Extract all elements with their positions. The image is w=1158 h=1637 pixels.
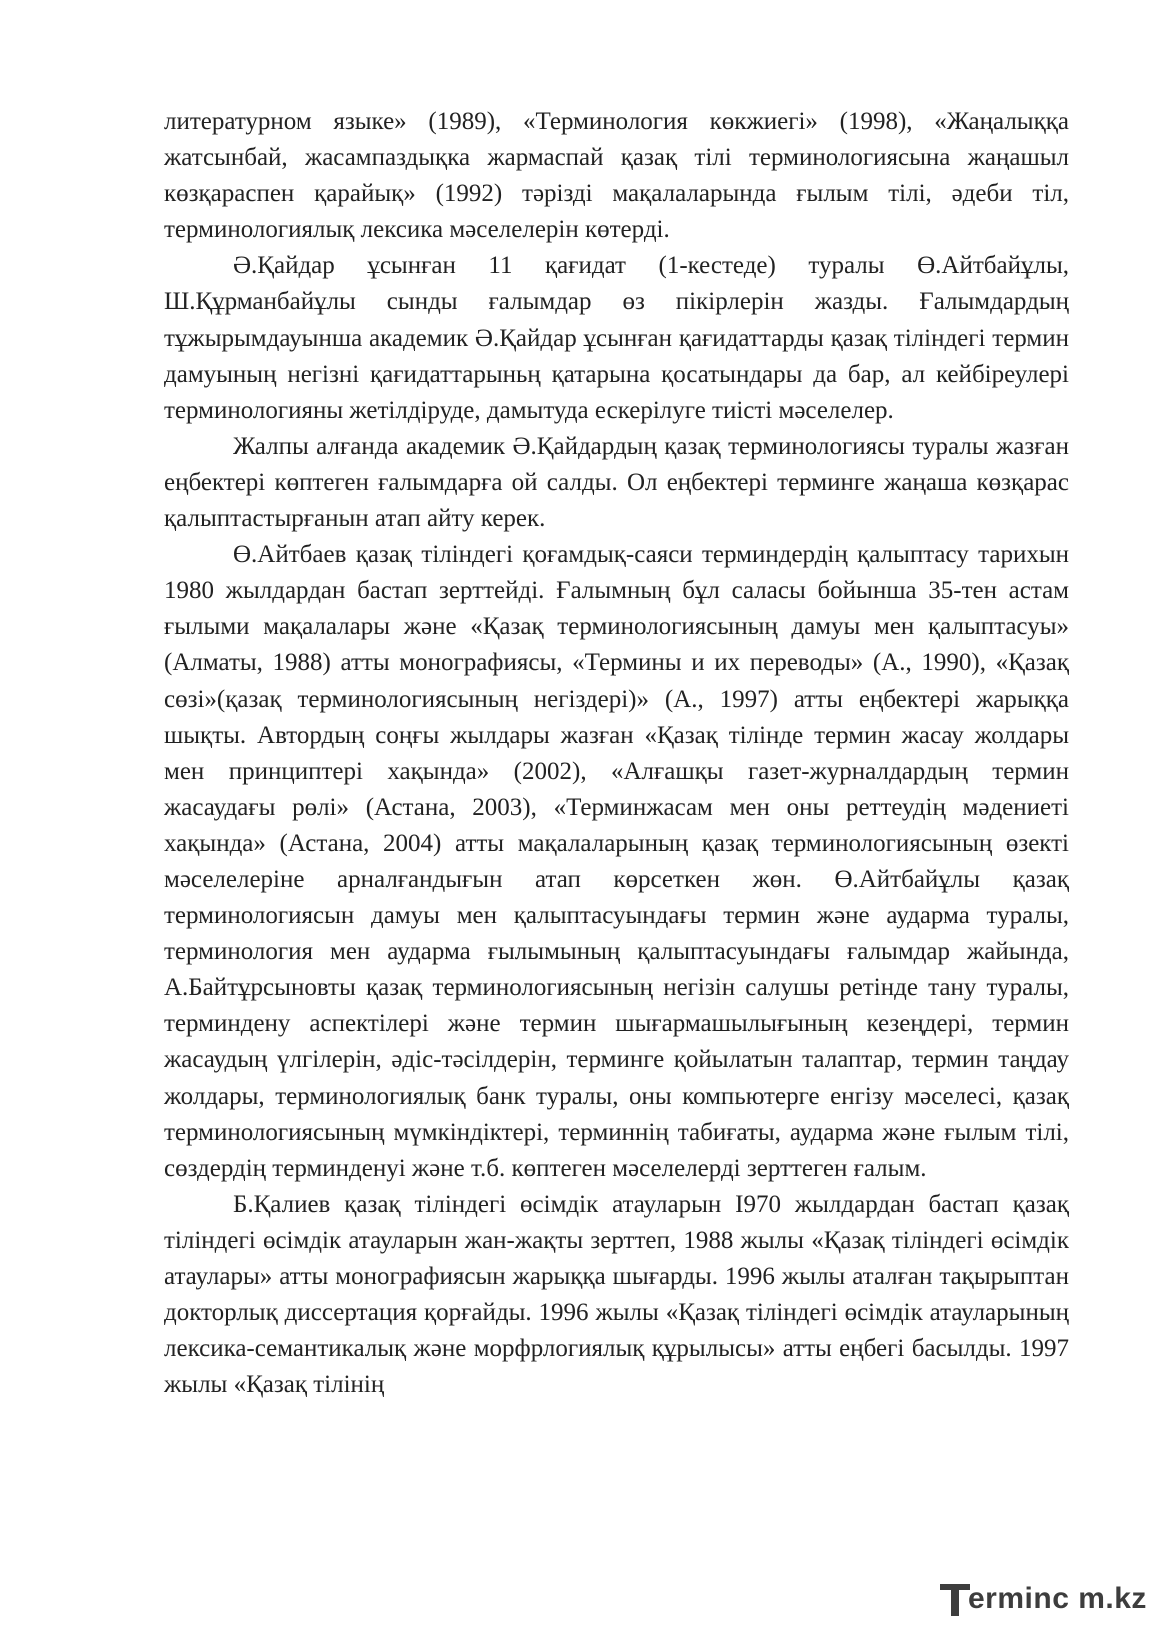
document-page <box>164 104 1069 1403</box>
t-letter-logo-icon <box>940 1582 970 1618</box>
paragraph-1: литературном языке» (1989), «Терминология көкжиегі» (1998), «Жаңалыққа жатсынбай, жасампаздықка жармаспай қазақ тілі терминологиясына жаңашыл көзқараспен қарайық» (1992) тәрізді мақалаларында ғылым тілі, әдеби тіл, терминологиялық лексика мәселелерін көтерді. <box>164 108 1069 244</box>
paragraph-4: Ө.Айтбаев қазақ тіліндегі қоғамдық-саяси терминдердің қалыптасу тарихын 1980 жылдардан бастап зерттейді. Ғалымның бұл саласы бойынша 35-тен астам ғылыми мақалалары және «Қазақ терминологиясының дамуы мен қалыптасуы» (Алматы, 1988) атты монографиясы, «Термины и их переводы» (А., 1990), «Қазақ сөзі»(қазақ терминологиясының негіздері)» (А., 1997) атты еңбектері жарыққа шықты. Автордың соңғы жылдары жазған «Қазақ тілінде термин жасау жолдары мен принциптері хақында» (2002), «Алғашқы газет-журналдардың термин жасаудағы рөлі» (Астана, 2003), «Терминжасам мен оны реттеудің мәдениеті хақында» (Астана, 2004) атты мақалаларының қазақ терминологиясының өзекті мәселелеріне арналғандығын атап көрсеткен жөн. Ө.Айтбайұлы қазақ терминологиясын дамуы мен қалыптасуындағы термин және аударма туралы, терминология мен аударма ғылымының қалыптасуындағы ғалымдар жайында, А.Байтұрсыновты қазақ терминологиясының негізін салушы ретінде тану туралы, терминдену аспектілері және термин шығармашылығының кезеңдері, термин жасаудың үлгілерін, әдіс-тәсілдерін, терминге қойылатын талаптар, термин таңдау жолдары, терминологиялық банк туралы, оны компьютерге енгізу мәселесі, қазақ терминологиясының мүмкіндіктері, терминнің табиғаты, аударма және ғылым тілі, сөздердің терминденуі және т.б. көптеген мәселелерді зерттеген ғалым. <box>164 541 1069 1182</box>
paragraph-5: Б.Қалиев қазақ тіліндегі өсімдік атауларын І970 жылдардан бастап қазақ тіліндегі өсімдік атауларын жан-жақты зерттеп, 1988 жылы «Қазақ тіліндегі өсімдік атаулары» атты монографиясын жарыққа шығарды. 1996 жылы аталған тақырыптан докторлық диссертация қорғайды. 1996 жылы «Қазақ тіліндегі өсімдік атауларының лексика-семантикалық және морфрлогиялық құрылысы» атты еңбегі басылды. 1997 жылы «Қазақ тілінің <box>164 1190 1069 1399</box>
watermark-text: erminc m.kz <box>968 1582 1147 1615</box>
paragraph-3: Жалпы алғанда академик Ә.Қайдардың қазақ терминологиясы туралы жазған еңбектері көптеген ғалымдарға ой салды. Ол еңбектері терминге жаңаша көзқарас қалыптастырғанын атап айту керек. <box>164 432 1069 533</box>
termincom-watermark <box>940 1578 1147 1624</box>
paragraph-2: Ә.Қайдар ұсынған 11 қағидат (1-кестеде) туралы Ө.Айтбайұлы, Ш.Құрманбайұлы сынды ғалымдар өз пікірлерін жазды. Ғалымдардың тұжырымдауынша академик Ә.Қайдар ұсынған қағидаттарды қазақ тіліндегі термин дамуының негізні қағидаттарыньң қатарына қосатындары да бар, ал кейбіреулері терминологияны жетілдіруде, дамытуда ескерілуге тиісті мәселелер. <box>164 252 1069 424</box>
